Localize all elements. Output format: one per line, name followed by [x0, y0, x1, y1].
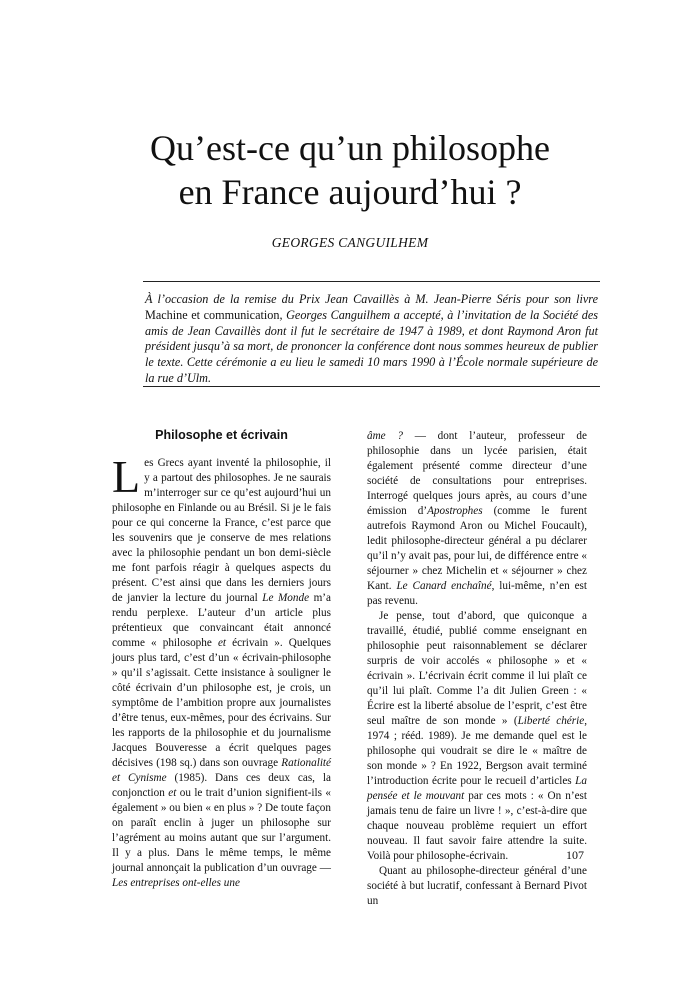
- left-text-3: écrivain ». Quelques jours plus tard, c’est d’un « écrivain-philosophe » qu’il s’agissait. Cette insistance à souligner le côté écrivain d’un philosophe est, je crois, un symptôme de l’ambition propre aux journalistes d’être tenus, eux-mêmes, pour des écrivains. Sur les rapports de la philosophie et du journalisme Jacques Bouveresse a écrit quelques pages décisives (198 sq.) dans son ouvrage: [112, 637, 331, 769]
- right-paragraph-1: [367, 429, 587, 609]
- right-p1-italic-1: âme ?: [367, 430, 403, 442]
- right-column: [367, 429, 587, 909]
- left-italic-4: et: [168, 787, 177, 799]
- left-italic-3: Rationalité et Cynisme: [112, 757, 331, 784]
- left-italic-2: et: [217, 637, 227, 649]
- left-text-5: ou le trait d’union signifient-ils « également » ou bien « en plus » ? De toute façon on paraît enclin à juger un philosophe sur l’agrément au moins autant que sur l’argument. Il y a plus. Dans le même temps, le même journal annonçait la publication d’un ouvrage —: [112, 787, 331, 874]
- page-number: 107: [566, 848, 584, 862]
- right-p2-text-1: Je pense, tout d’abord, que quiconque a travaillé, étudié, publié comme enseignant en philosophie peut raisonnablement se déclarer surpris de voir accolés « philosophe » et « écrivain ». L’écrivain écrit comme il lui plaît ce qu’il lui plaît. Comme l’a dit Julien Green : « Écrire est la liberté absolue de l’esprit, c’est être seul maître de son monde » (: [367, 610, 587, 727]
- left-italic-1: Le Monde: [262, 592, 310, 604]
- title-line-1: Qu’est-ce qu’un philosophe: [150, 128, 550, 168]
- left-text-1: es Grecs ayant inventé la philosophie, il y a partout des philosophes. Je ne saurais m’interroger sur ce qu’est aujourd’hui un philosophe en Finlande ou au Brésil. Si je le fais pour ce qui concerne la France, c’est parce que les souvenirs que je conserve de mes relations avec la philosophie pendant un bon demi-siècle me font parfois réagir à quelques aspects du présent. C’est ainsi que dans les derniers jours de janvier la lecture du journal: [112, 457, 331, 604]
- left-text-2: m’a rendu perplexe. L’auteur d’un article plus prétentieux que convaincant était annoncé comme « philosophe: [112, 592, 331, 649]
- article-title: [80, 126, 620, 214]
- right-p1-italic-2: Apostrophes: [427, 505, 483, 517]
- right-p1-italic-3: Le Canard enchaîné: [396, 580, 492, 592]
- right-paragraph-3: [367, 864, 587, 909]
- intro-note: [145, 292, 598, 387]
- right-p2-italic-1: Liberté chérie: [517, 715, 585, 727]
- right-p1-text-3: , lui-même, n’en est pas revenu.: [367, 580, 587, 607]
- right-p2-text-2: , 1974 ; rééd. 1989). Je me demande quel est le philosophe qui voudrait se dire le « maître de son monde » ? En 1922, Bergson avait terminé l’introduction écrite pour le recueil d’articles: [367, 715, 587, 787]
- author-name: GEORGES CANGUILHEM: [271, 235, 429, 250]
- left-paragraph: [112, 451, 331, 891]
- left-text-4: (1985). Dans ces deux cas, la conjonction: [112, 772, 331, 799]
- right-p1-text-2: (comme le furent autrefois Raymond Aron ou Michel Foucault), ledit philosophe-directeur général a pu déclarer qu’il n’y avait pas, pour lui, de différence entre « séjourner » chez Michelin et « séjourner » chez Kant.: [367, 505, 587, 592]
- intro-part-2: , Georges Canguilhem a accepté, à l’invitation de la Société des amis de Jean Cavaillès dont il fut le secrétaire de 1947 à 1989, et dont Raymond Aron fut président jusqu’à sa mort, de prononcer la conférence dont nous sommes heureux de publier le texte. Cette cérémonie a eu lieu le samedi 10 mars 1990 à l’École normale supérieure de la rue d’Ulm.: [145, 307, 599, 385]
- left-column: [112, 451, 331, 891]
- right-p2-italic-2: La pensée et le mouvant: [367, 775, 587, 802]
- section-heading: Philosophe et écrivain: [155, 428, 288, 442]
- right-p3-text-1: Quant au philosophe-directeur général d’une société à but lucratif, confessant à Bernard Pivot un: [367, 865, 587, 907]
- right-p2-text-3: par ces mots : « On n’est jamais tenu de faire un livre ! », c’est-à-dire que chaque nouveau problème requiert un effort nouveau. Il faut savoir faire attendre la suite. Voilà pour philosophe-écrivain.: [367, 790, 587, 862]
- intro-top-rule: [143, 281, 600, 282]
- title-line-2: en France aujourd’hui ?: [178, 172, 522, 212]
- intro-bottom-rule: [143, 386, 600, 387]
- intro-part-1: À l’occasion de la remise du Prix Jean Cavaillès à M. Jean-Pierre Séris pour son livre: [145, 292, 598, 306]
- intro-book-title: Machine et communication: [145, 307, 280, 322]
- drop-cap: L: [112, 451, 141, 502]
- left-italic-5: Les entreprises ont-elles une: [112, 877, 240, 889]
- right-p1-text-1: — dont l’auteur, professeur de philosophie dans un lycée parisien, était également présenté comme directeur d’une société de consultations pour entreprises. Interrogé quelques jours après, au cours d’une émission d’: [367, 430, 587, 517]
- right-paragraph-2: [367, 609, 587, 864]
